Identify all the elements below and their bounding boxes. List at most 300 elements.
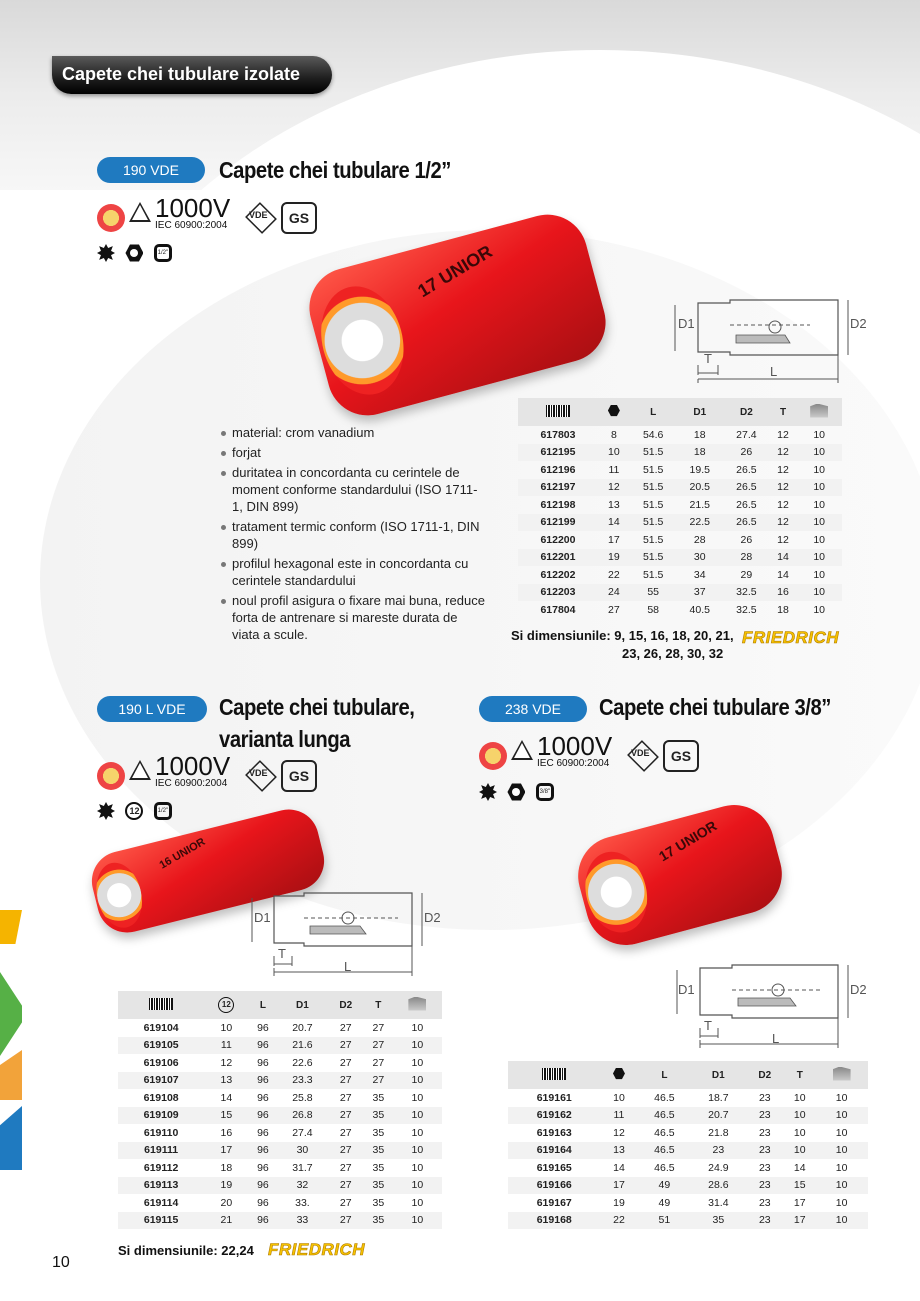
col-d2: D2 <box>745 1061 784 1089</box>
table-cell: 96 <box>257 1126 269 1139</box>
table-cell: 51.5 <box>642 533 664 546</box>
table-cell: 10 <box>813 533 826 546</box>
dimension-diagram <box>670 295 880 385</box>
col-l: L <box>630 398 677 426</box>
table-cell: 25.8 <box>292 1091 313 1104</box>
table-cell: 17 <box>204 1142 248 1160</box>
table-cell: 96 <box>249 1142 278 1160</box>
diagram-label-l: L <box>344 959 352 974</box>
table-cell: 22 <box>600 1212 637 1230</box>
diagram-label-t: T <box>704 1018 712 1033</box>
article-code-cell: 619113 <box>118 1177 204 1195</box>
table-row <box>118 1054 442 1072</box>
insulation-icon <box>479 742 507 770</box>
feature-icons <box>479 783 560 803</box>
table-cell: 13 <box>608 498 620 511</box>
table-cell: 10 <box>393 1142 442 1160</box>
table-cell: 26.5 <box>723 479 770 497</box>
table-cell: 35 <box>364 1212 393 1230</box>
drive-size-icon: 1/2" <box>154 244 172 262</box>
table-cell: 23 <box>745 1212 784 1230</box>
article-code-cell: 617803 <box>540 428 576 441</box>
table-cell: 51.5 <box>642 463 664 476</box>
col-t: T <box>364 991 393 1019</box>
table-cell: 15 <box>204 1107 248 1125</box>
col-l: L <box>637 1061 691 1089</box>
table-cell: 55 <box>630 584 677 602</box>
table-cell: 22 <box>608 568 620 581</box>
feature-item: forjat <box>218 444 488 461</box>
col-d2: D2 <box>723 398 770 426</box>
article-code-cell: 619105 <box>118 1037 204 1055</box>
diagram-label-d1: D1 <box>678 982 695 997</box>
table-cell: 13 <box>204 1072 248 1090</box>
feature-icons <box>97 802 178 822</box>
table-cell: 10 <box>411 1021 424 1034</box>
table-row <box>118 1124 442 1142</box>
table-cell: 96 <box>257 1161 269 1174</box>
table-cell: 27 <box>328 1177 364 1195</box>
article-code-cell: 619104 <box>143 1021 179 1034</box>
article-code-cell: 619162 <box>508 1107 600 1125</box>
table-cell: 51.5 <box>642 498 664 511</box>
table-cell: 10 <box>815 1212 868 1230</box>
table-cell: 19 <box>598 549 630 567</box>
table-cell: 17 <box>784 1212 815 1230</box>
table-cell: 40.5 <box>689 603 710 616</box>
certification-row <box>479 731 709 778</box>
spec-table-238-vde <box>508 1061 868 1229</box>
table-cell: 18 <box>220 1161 233 1174</box>
table-cell: 49 <box>637 1177 691 1195</box>
table-row <box>508 1089 868 1107</box>
table-cell: 12 <box>598 479 630 497</box>
diagram-label-t: T <box>704 351 712 366</box>
table-cell: 49 <box>658 1196 671 1209</box>
table-cell: 8 <box>610 428 617 441</box>
table-cell: 18 <box>693 428 706 441</box>
table-cell: 27 <box>339 1056 352 1069</box>
article-code-cell: 617804 <box>540 603 576 616</box>
article-code-cell: 612201 <box>518 549 598 567</box>
table-row <box>118 1194 442 1212</box>
article-code-cell: 619163 <box>536 1126 572 1139</box>
table-cell: 51 <box>637 1212 691 1230</box>
diagram-label-d1: D1 <box>678 316 695 331</box>
table-cell: 35 <box>364 1177 393 1195</box>
table-row <box>518 601 842 619</box>
table-cell: 96 <box>249 1107 278 1125</box>
drive-size-icon: 3/8" <box>536 783 554 801</box>
twelve-point-icon: 12 <box>218 997 234 1013</box>
twelve-point-icon: 12 <box>125 802 143 820</box>
table-cell: 10 <box>784 1107 815 1125</box>
voltage-rating: 1000V <box>155 751 231 781</box>
table-row <box>518 496 842 514</box>
table-row <box>508 1124 868 1142</box>
article-code-cell: 619161 <box>536 1091 572 1104</box>
certification-row <box>97 751 327 798</box>
table-cell: 10 <box>393 1107 442 1125</box>
table-cell: 27.4 <box>292 1126 313 1139</box>
table-cell: 10 <box>220 1021 233 1034</box>
feature-item: noul profil asigura o fixare mai buna, reduce forta de antrenare si mareste durata de viata a scule. <box>218 592 488 643</box>
table-cell: 23 <box>745 1177 784 1195</box>
table-row <box>518 514 842 532</box>
table-cell: 12 <box>613 1126 625 1139</box>
article-code-cell: 619167 <box>536 1196 572 1209</box>
high-voltage-icon <box>511 740 533 760</box>
table-cell: 35 <box>364 1107 393 1125</box>
feature-list <box>218 424 488 646</box>
article-code-cell: 619115 <box>118 1212 204 1230</box>
table-cell: 28 <box>723 549 770 567</box>
table-cell: 12 <box>770 444 797 462</box>
table-cell: 10 <box>613 1091 625 1104</box>
article-code-cell: 619108 <box>143 1091 179 1104</box>
article-code-cell: 619109 <box>118 1107 204 1125</box>
table-cell: 27 <box>339 1021 352 1034</box>
table-row <box>118 1142 442 1160</box>
dimension-diagram <box>248 888 448 978</box>
table-cell: 96 <box>257 1091 269 1104</box>
table-row <box>118 1089 442 1107</box>
feature-icons <box>97 244 178 264</box>
table-cell: 31.7 <box>292 1161 313 1174</box>
socket-marking: 17 UNIOR <box>414 241 496 302</box>
vde-label: VDE <box>249 768 268 778</box>
article-code-cell: 612195 <box>518 444 598 462</box>
table-cell: 58 <box>647 603 659 616</box>
friedrich-logo: FRIEDRICH <box>742 628 840 647</box>
feature-item: material: crom vanadium <box>218 424 488 441</box>
table-cell: 26 <box>723 444 770 462</box>
table-cell: 17 <box>608 533 620 546</box>
feature-item: profilul hexagonal este in concordanta cu cerintele standardului <box>218 555 488 589</box>
article-code-cell: 612200 <box>540 533 576 546</box>
col-code <box>508 1061 600 1089</box>
table-cell: 35 <box>372 1161 385 1174</box>
table-row <box>508 1212 868 1230</box>
product-code-badge: 238 VDE <box>479 696 587 722</box>
feature-item: tratament termic conform (ISO 1711-1, DIN 899) <box>218 518 488 552</box>
table-cell: 27 <box>339 1196 352 1209</box>
table-cell: 21 <box>204 1212 248 1230</box>
package-icon <box>810 404 828 418</box>
standard-label: IEC 60900:2004 <box>155 220 228 231</box>
table-cell: 10 <box>411 1126 424 1139</box>
table-cell: 10 <box>796 549 842 567</box>
diagram-label-l: L <box>772 1031 780 1046</box>
article-code-cell: 612203 <box>518 584 598 602</box>
table-cell: 20.7 <box>691 1107 745 1125</box>
table-cell: 27 <box>339 1126 352 1139</box>
table-cell: 51.5 <box>630 444 677 462</box>
table-cell: 35 <box>372 1091 385 1104</box>
table-cell: 27 <box>328 1107 364 1125</box>
table-cell: 27 <box>328 1142 364 1160</box>
table-cell: 10 <box>813 568 826 581</box>
col-d2: D2 <box>328 991 364 1019</box>
table-cell: 10 <box>393 1177 442 1195</box>
table-cell: 46.5 <box>654 1161 675 1174</box>
table-row <box>518 531 842 549</box>
chrome-vanadium-icon <box>479 783 497 801</box>
table-cell: 10 <box>815 1107 868 1125</box>
table-cell: 12 <box>770 479 797 497</box>
voltage-rating: 1000V <box>537 731 613 761</box>
article-code-cell: 619114 <box>143 1196 179 1209</box>
table-cell: 96 <box>249 1177 278 1195</box>
table-cell: 10 <box>815 1142 868 1160</box>
table-row <box>508 1142 868 1160</box>
table-cell: 10 <box>835 1091 848 1104</box>
table-row <box>508 1194 868 1212</box>
table-cell: 10 <box>598 444 630 462</box>
article-code-cell: 619166 <box>508 1177 600 1195</box>
table-cell: 17 <box>600 1177 637 1195</box>
article-code-cell: 619111 <box>118 1142 204 1160</box>
diagram-label-t: T <box>278 946 286 961</box>
table-cell: 12 <box>777 463 789 476</box>
spec-table-190-vde <box>518 398 842 619</box>
table-row <box>118 1212 442 1230</box>
col-t: T <box>784 1061 815 1089</box>
table-cell: 51.5 <box>630 549 677 567</box>
table-cell: 22.6 <box>292 1056 313 1069</box>
table-cell: 26.8 <box>277 1107 327 1125</box>
table-cell: 10 <box>835 1126 848 1139</box>
table-cell: 23 <box>758 1196 771 1209</box>
table-row <box>518 426 842 444</box>
col-pack <box>393 991 442 1019</box>
table-cell: 15 <box>784 1177 815 1195</box>
table-cell: 24 <box>598 584 630 602</box>
col-d1: D1 <box>676 398 723 426</box>
table-cell: 51.5 <box>630 514 677 532</box>
table-row <box>118 1019 442 1037</box>
article-code-cell: 612199 <box>518 514 598 532</box>
col-pack <box>815 1061 868 1089</box>
table-cell: 96 <box>249 1072 278 1090</box>
table-cell: 96 <box>249 1037 278 1055</box>
table-cell: 27 <box>372 1021 385 1034</box>
table-cell: 14 <box>613 1161 625 1174</box>
table-cell: 10 <box>813 428 826 441</box>
diagram-label-d2: D2 <box>850 316 867 331</box>
table-cell: 11 <box>204 1037 248 1055</box>
package-icon <box>408 997 426 1011</box>
table-cell: 10 <box>796 479 842 497</box>
certification-row <box>97 193 327 240</box>
table-cell: 10 <box>393 1072 442 1090</box>
table-cell: 27 <box>608 603 620 616</box>
table-cell: 46.5 <box>654 1091 675 1104</box>
high-voltage-icon <box>129 202 151 222</box>
insulation-icon <box>97 204 125 232</box>
table-cell: 33 <box>277 1212 327 1230</box>
article-code-cell: 612202 <box>540 568 576 581</box>
diagram-label-l: L <box>770 364 778 379</box>
table-cell: 35 <box>364 1142 393 1160</box>
table-cell: 30 <box>277 1142 327 1160</box>
table-cell: 18.7 <box>708 1091 729 1104</box>
table-cell: 23 <box>745 1107 784 1125</box>
feature-item: duritatea in concordanta cu cerintele de moment conforme standardului (ISO 1711-1, DIN 899) <box>218 464 488 515</box>
standard-label: IEC 60900:2004 <box>537 758 610 769</box>
table-cell: 18 <box>777 603 789 616</box>
table-cell: 29 <box>740 568 753 581</box>
article-code-cell: 619112 <box>143 1161 179 1174</box>
diagram-label-d1: D1 <box>254 910 271 925</box>
hexagon-profile-icon <box>507 783 525 801</box>
extra-sizes: Si dimensiunile: 9, 15, 16, 18, 20, 21, <box>511 628 734 643</box>
table-cell: 96 <box>257 1196 269 1209</box>
table-cell: 51.5 <box>642 568 664 581</box>
extra-sizes: Si dimensiunile: 22,24 <box>118 1243 254 1258</box>
table-cell: 19 <box>204 1177 248 1195</box>
table-cell: 23 <box>691 1142 745 1160</box>
table-cell: 19.5 <box>689 463 710 476</box>
table-row <box>118 1072 442 1090</box>
product-title: Capete chei tubulare 3/8” <box>599 694 831 720</box>
table-cell: 27 <box>328 1072 364 1090</box>
table-cell: 37 <box>676 584 723 602</box>
chrome-vanadium-icon <box>97 244 115 262</box>
table-cell: 18 <box>676 444 723 462</box>
table-cell: 35 <box>372 1126 385 1139</box>
table-row <box>508 1159 868 1177</box>
article-code-cell: 619110 <box>143 1126 179 1139</box>
table-cell: 33. <box>295 1196 310 1209</box>
table-cell: 96 <box>249 1212 278 1230</box>
table-row <box>118 1037 442 1055</box>
col-code <box>118 991 204 1019</box>
table-cell: 35 <box>372 1196 385 1209</box>
socket-marking: 17 UNIOR <box>655 817 720 865</box>
table-cell: 10 <box>835 1161 848 1174</box>
table-cell: 14 <box>220 1091 233 1104</box>
table-cell: 10 <box>793 1126 806 1139</box>
friedrich-logo: FRIEDRICH <box>268 1240 366 1259</box>
table-cell: 10 <box>411 1161 424 1174</box>
product-title: Capete chei tubulare 1/2” <box>219 157 451 183</box>
page-number: 10 <box>52 1254 70 1271</box>
table-row <box>518 584 842 602</box>
table-cell: 28.6 <box>691 1177 745 1195</box>
article-code-cell: 619106 <box>143 1056 179 1069</box>
table-row <box>518 566 842 584</box>
table-row <box>118 1177 442 1195</box>
table-cell: 35 <box>691 1212 745 1230</box>
article-code-cell: 612197 <box>518 479 598 497</box>
vde-label: VDE <box>249 210 268 220</box>
table-cell: 27 <box>328 1037 364 1055</box>
table-cell: 10 <box>813 498 826 511</box>
table-cell: 10 <box>813 603 826 616</box>
barcode-icon <box>149 998 173 1010</box>
col-t: T <box>770 398 797 426</box>
table-cell: 21.8 <box>708 1126 729 1139</box>
high-voltage-icon <box>129 760 151 780</box>
table-row <box>508 1177 868 1195</box>
table-cell: 10 <box>411 1196 424 1209</box>
table-cell: 17 <box>793 1196 806 1209</box>
gs-mark-icon: GS <box>281 760 317 792</box>
voltage-rating: 1000V <box>155 193 231 223</box>
table-cell: 23 <box>745 1142 784 1160</box>
table-cell: 10 <box>813 463 826 476</box>
table-cell: 23 <box>758 1161 771 1174</box>
table-row <box>518 461 842 479</box>
col-size <box>598 398 630 426</box>
col-d1: D1 <box>691 1061 745 1089</box>
table-row <box>518 549 842 567</box>
table-cell: 12 <box>777 428 789 441</box>
table-cell: 12 <box>770 514 797 532</box>
table-cell: 23 <box>758 1126 771 1139</box>
dimension-diagram <box>672 960 882 1050</box>
col-code <box>518 398 598 426</box>
table-cell: 27 <box>328 1212 364 1230</box>
table-cell: 19 <box>613 1196 625 1209</box>
spec-table-190-l-vde <box>118 991 442 1229</box>
table-cell: 31.4 <box>708 1196 729 1209</box>
hexagon-icon <box>613 1068 625 1080</box>
table-cell: 27 <box>372 1056 385 1069</box>
article-code-cell: 612198 <box>540 498 576 511</box>
table-row <box>508 1107 868 1125</box>
table-cell: 11 <box>608 463 620 476</box>
table-cell: 54.6 <box>642 428 664 441</box>
table-cell: 27 <box>339 1161 352 1174</box>
table-cell: 20 <box>220 1196 233 1209</box>
table-cell: 14 <box>777 568 789 581</box>
table-cell: 34 <box>693 568 706 581</box>
product-title-line2: varianta lunga <box>219 726 351 752</box>
socket-marking: 16 UNIOR <box>157 835 208 872</box>
table-cell: 21.5 <box>689 498 710 511</box>
table-cell: 22.5 <box>676 514 723 532</box>
table-cell: 10 <box>784 1142 815 1160</box>
table-cell: 32.5 <box>723 584 770 602</box>
table-cell: 28 <box>693 533 706 546</box>
extra-sizes-continued: 23, 26, 28, 30, 32 <box>622 646 724 661</box>
product-code-badge: 190 VDE <box>97 157 205 183</box>
gs-mark-icon: GS <box>281 202 317 234</box>
table-cell: 10 <box>411 1056 424 1069</box>
table-cell: 12 <box>777 533 789 546</box>
table-cell: 10 <box>793 1091 806 1104</box>
vde-label: VDE <box>631 748 650 758</box>
table-cell: 46.5 <box>654 1126 675 1139</box>
table-cell: 14 <box>793 1161 806 1174</box>
table-cell: 96 <box>257 1021 269 1034</box>
table-cell: 10 <box>411 1091 424 1104</box>
chrome-vanadium-icon <box>97 802 115 820</box>
table-cell: 10 <box>815 1177 868 1195</box>
gs-mark-icon: GS <box>663 740 699 772</box>
table-cell: 10 <box>796 444 842 462</box>
table-cell: 12 <box>777 498 789 511</box>
table-cell: 14 <box>598 514 630 532</box>
table-cell: 10 <box>796 514 842 532</box>
table-row <box>518 444 842 462</box>
barcode-icon <box>546 405 570 417</box>
table-cell: 16 <box>220 1126 233 1139</box>
table-row <box>118 1159 442 1177</box>
left-decoration <box>0 910 22 1170</box>
